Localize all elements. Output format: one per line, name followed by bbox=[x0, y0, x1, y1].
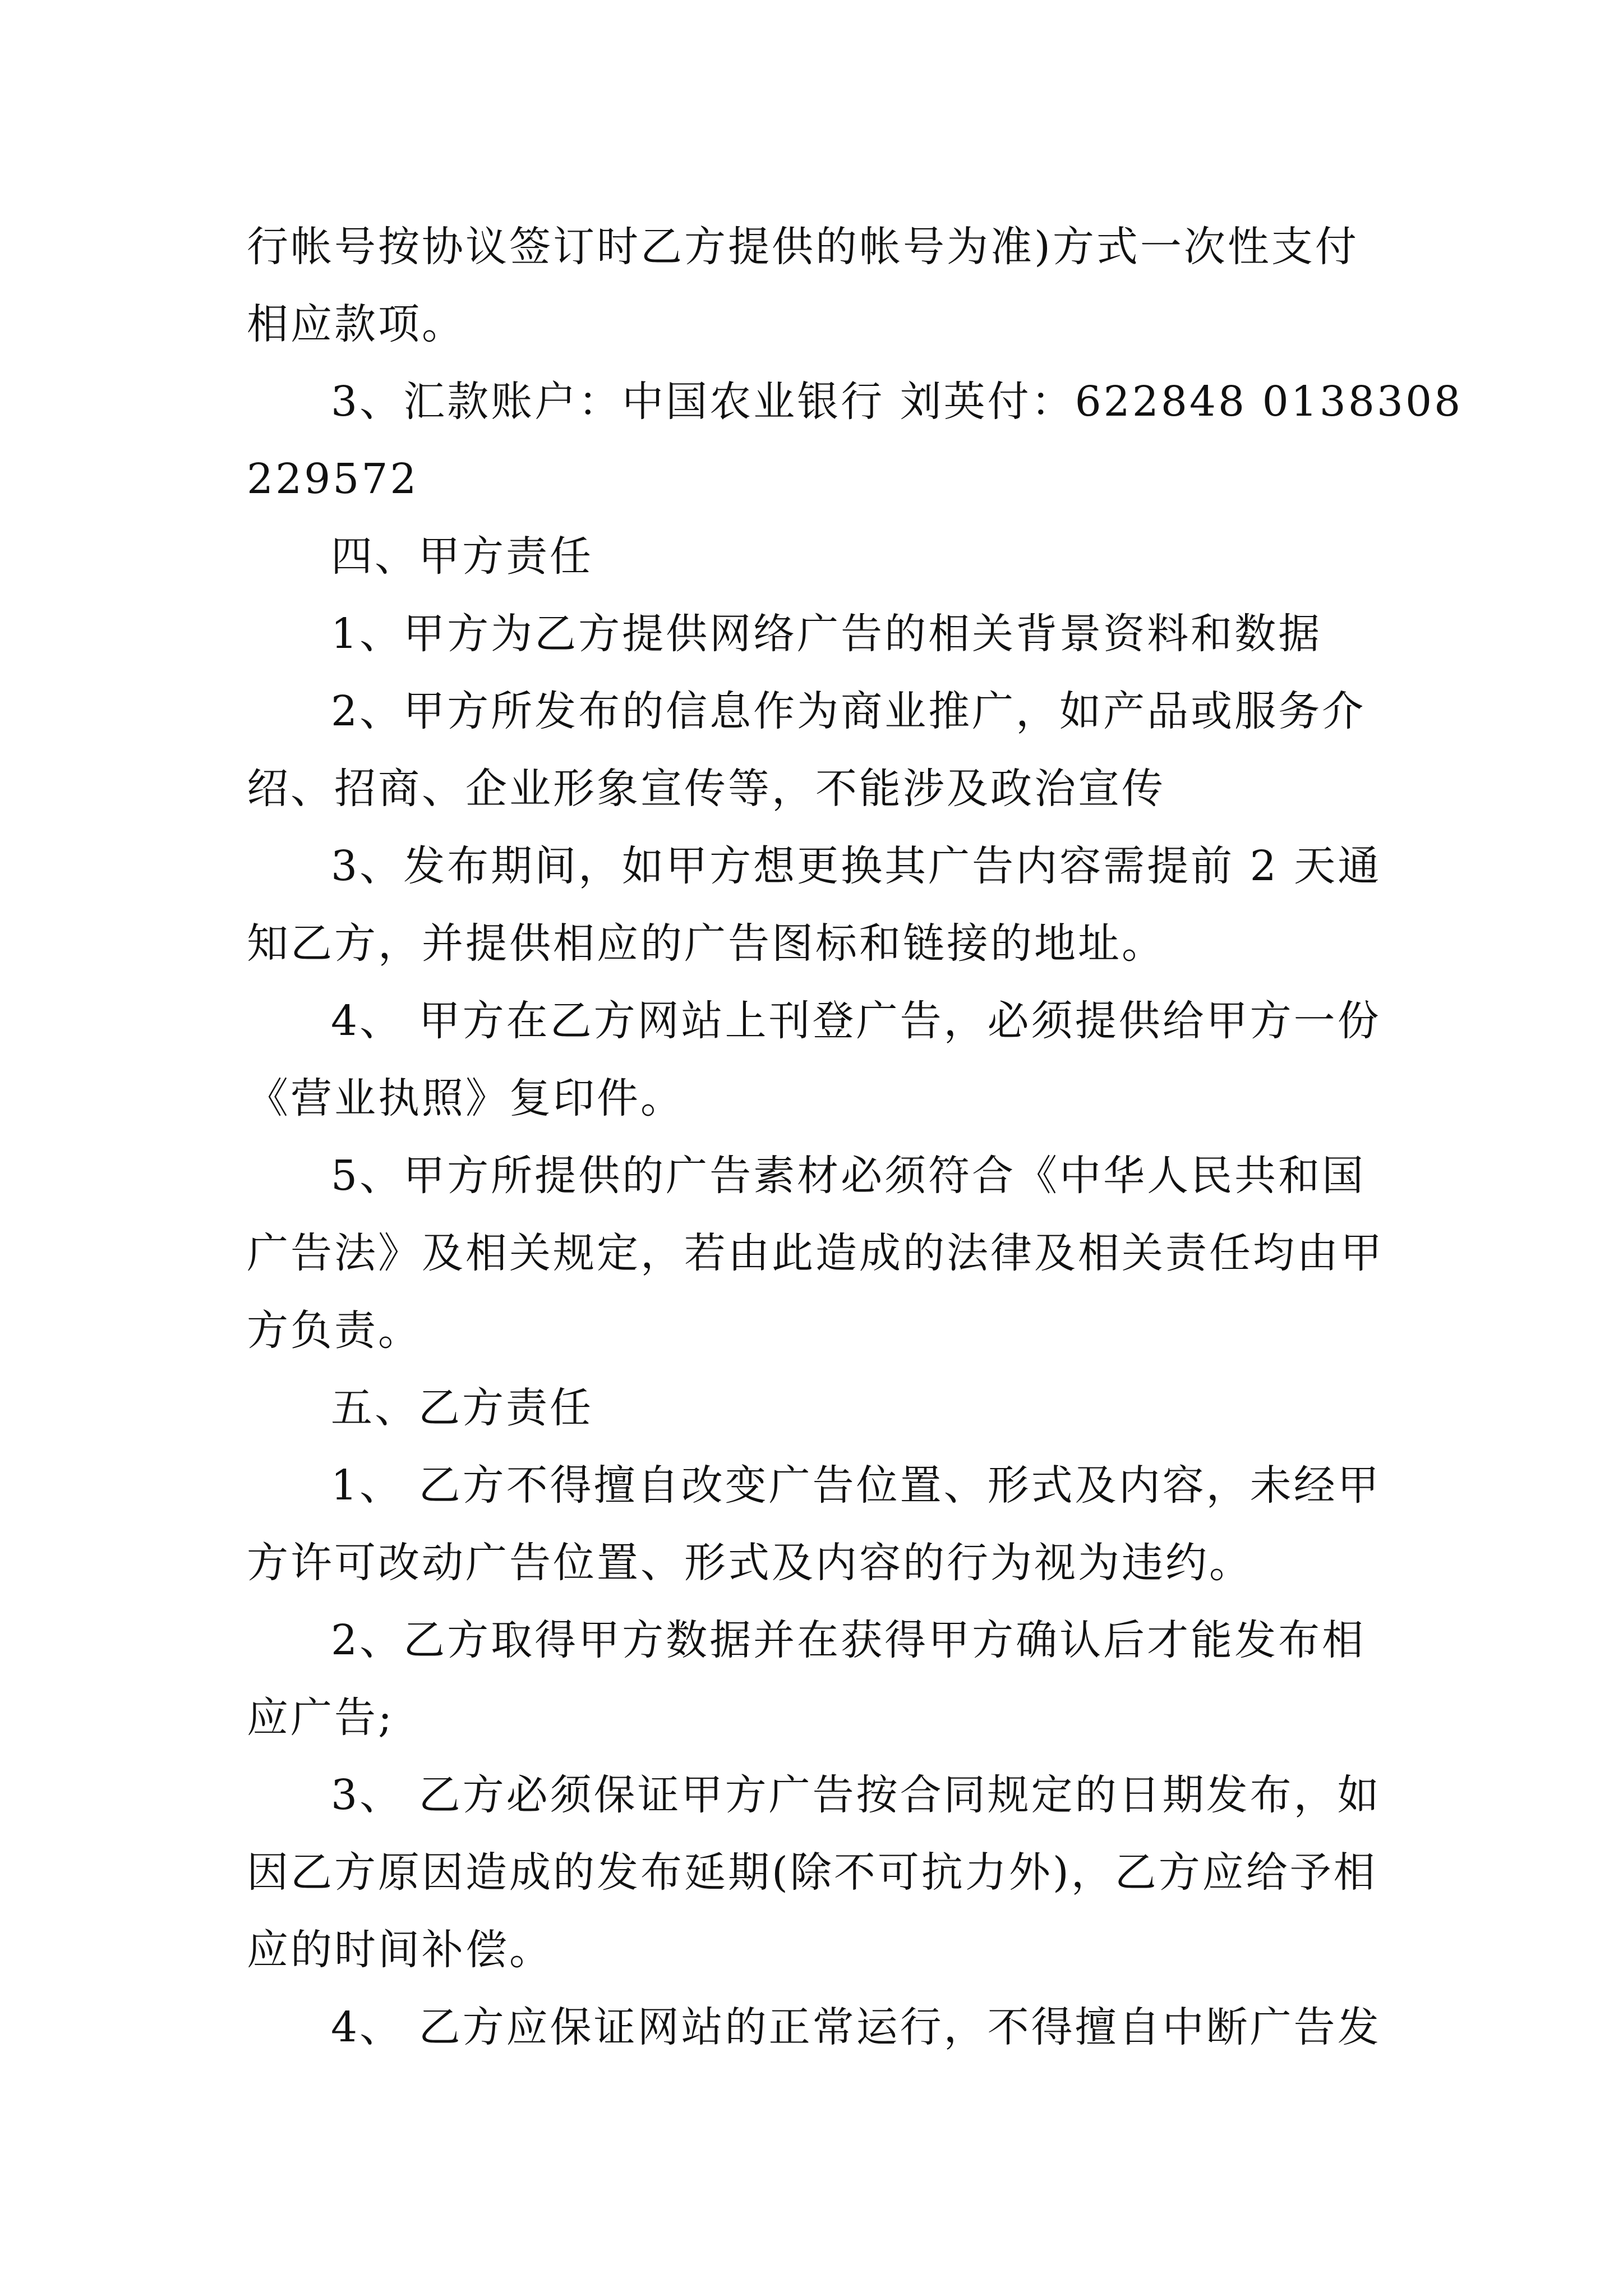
text-line: 1、 乙方不得擅自改变广告位置、形式及内容，未经甲 bbox=[331, 1461, 1381, 1510]
text-line: 方许可改动广告位置、形式及内容的行为视为违约。 bbox=[247, 1539, 1253, 1587]
text-line: 行帐号按协议签订时乙方提供的帐号为准)方式一次性支付 bbox=[247, 223, 1359, 271]
text-line: 229572 bbox=[247, 455, 419, 503]
section-heading: 四、甲方责任 bbox=[331, 532, 593, 581]
text-line: 相应款项。 bbox=[247, 300, 465, 348]
text-line: 4、 甲方在乙方网站上刊登广告，必须提供给甲方一份 bbox=[331, 997, 1381, 1045]
text-line: 4、 乙方应保证网站的正常运行，不得擅自中断广告发 bbox=[331, 2003, 1381, 2051]
text-line: 因乙方原因造成的发布延期(除不可抗力外)，乙方应给予相 bbox=[247, 1848, 1377, 1897]
text-line: 2、甲方所发布的信息作为商业推广，如产品或服务介 bbox=[331, 687, 1366, 735]
text-line: 应广告; bbox=[247, 1694, 394, 1742]
text-line: 5、甲方所提供的广告素材必须符合《中华人民共和国 bbox=[331, 1152, 1366, 1200]
text-line: 广告法》及相关规定，若由此造成的法律及相关责任均由甲 bbox=[247, 1229, 1384, 1277]
text-line: 3、发布期间，如甲方想更换其广告内容需提前 2 天通 bbox=[331, 842, 1382, 890]
text-line: 绍、招商、企业形象宣传等，不能涉及政治宣传 bbox=[247, 765, 1165, 813]
section-heading: 五、乙方责任 bbox=[331, 1384, 593, 1432]
text-line: 3、 乙方必须保证甲方广告按合同规定的日期发布，如 bbox=[331, 1771, 1381, 1819]
text-line: 3、汇款账户：中国农业银行 刘英付：622848 0138308 bbox=[331, 378, 1463, 426]
text-line: 《营业执照》复印件。 bbox=[247, 1074, 684, 1122]
text-line: 1、甲方为乙方提供网络广告的相关背景资料和数据 bbox=[331, 610, 1322, 658]
text-line: 知乙方，并提供相应的广告图标和链接的地址。 bbox=[247, 919, 1165, 968]
text-line: 2、乙方取得甲方数据并在获得甲方确认后才能发布相 bbox=[331, 1616, 1366, 1664]
text-line: 应的时间补偿。 bbox=[247, 1926, 553, 1974]
text-line: 方负责。 bbox=[247, 1306, 422, 1355]
